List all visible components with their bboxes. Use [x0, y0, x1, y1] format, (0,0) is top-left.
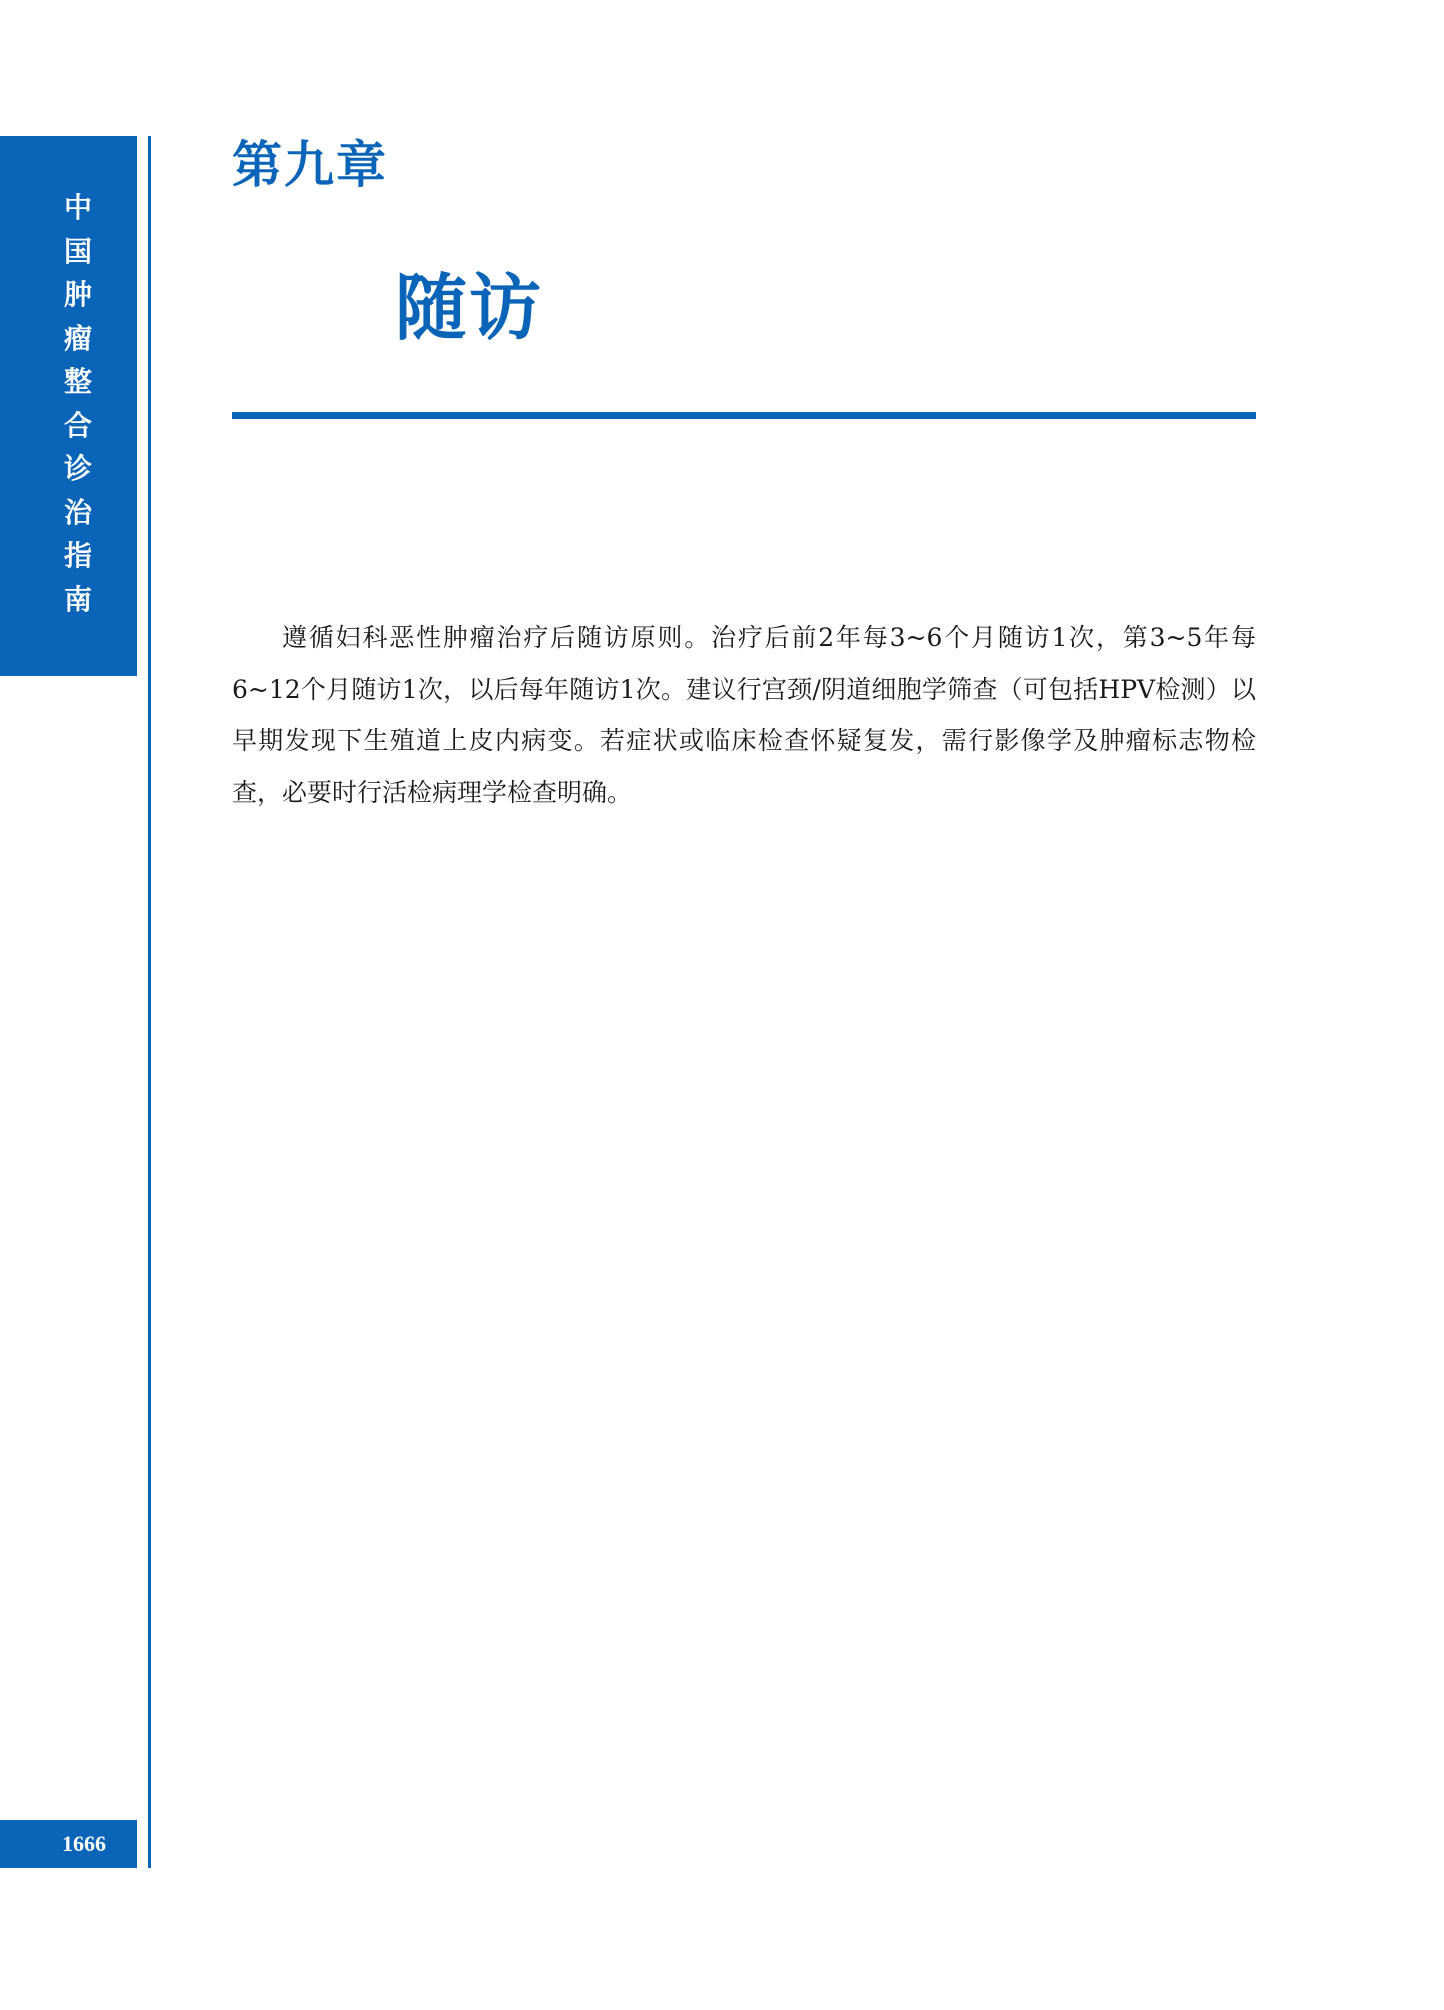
heading-divider: [232, 412, 1256, 419]
vertical-divider: [148, 136, 151, 1868]
sidebar-title-char: 瘤: [63, 321, 92, 355]
sidebar-title-char: 诊: [63, 452, 92, 485]
chapter-title: 随访: [395, 266, 544, 350]
sidebar-title-char: 合: [63, 408, 92, 442]
sidebar-title-char: 治: [63, 495, 92, 529]
sidebar-title-char: 指: [63, 539, 92, 572]
page-number: 1666: [62, 1831, 106, 1856]
chapter-label: 第九章: [232, 136, 388, 194]
sidebar-title-char: 国: [63, 234, 92, 268]
sidebar-title-char: 整: [63, 365, 92, 398]
sidebar-book-title: [0, 186, 156, 621]
sidebar-title-char: 中: [63, 191, 92, 224]
body-paragraph: 遵循妇科恶性肿瘤治疗后随访原则。治疗后前2年每3~6个月随访1次，第3~5年每6~12个月随访1次，以后每年随访1次。建议行宫颈/阴道细胞学筛查（可包括HPV检测）以早期发现下生殖道上皮内病变。若症状或临床检查怀疑复发，需行影像学及肿瘤标志物检查，必要时行活检病理学检查明确。: [232, 623, 1256, 807]
sidebar-title-char: 肿: [63, 278, 92, 311]
sidebar-title-char: 南: [63, 582, 92, 616]
